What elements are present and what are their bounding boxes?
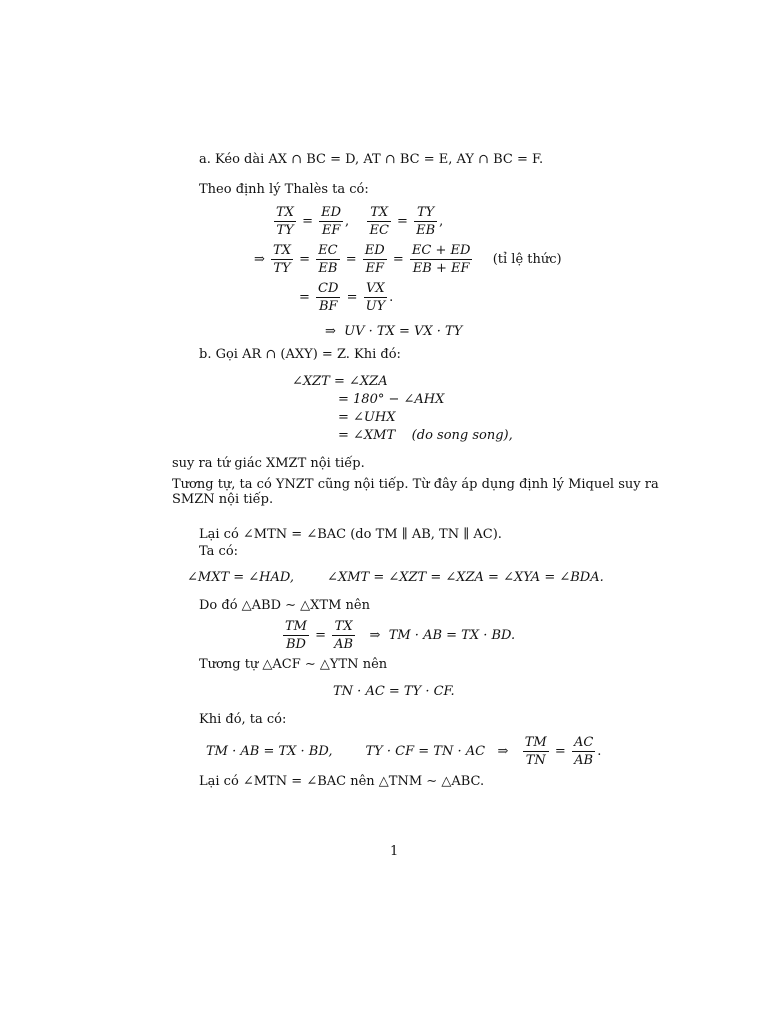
frac-den: EF <box>321 223 341 238</box>
miquel-line-2: SMZN nội tiếp. <box>172 492 274 507</box>
frac-den: EB + EF <box>412 261 470 276</box>
page-number: 1 <box>390 844 399 859</box>
frac-den: TY <box>273 261 291 276</box>
similarity-2-result: TN · AC = TY · CF. <box>333 684 455 699</box>
period: . <box>389 290 394 305</box>
frac-num: TX <box>276 205 294 220</box>
ratio-row-3 <box>299 282 393 313</box>
comma: , <box>345 214 350 229</box>
frac-num: CD <box>318 281 339 296</box>
frac-den: EF <box>365 261 385 276</box>
frac-den: AB <box>574 753 594 768</box>
proportion-note: (tỉ lệ thức) <box>492 252 562 267</box>
part-b-intro: b. Gọi AR ∩ (AXY) = Z. Khi đó: <box>199 347 401 362</box>
frac-num: TM <box>524 735 547 750</box>
final-products: TM · AB = TX · BD, TY · CF = TN · AC ⇒ <box>206 744 517 759</box>
frac-num: TX <box>367 206 390 222</box>
similarity-1-intro: Do đó △ABD ∼ △XTM nên <box>199 598 370 613</box>
frac-num: ED <box>364 243 385 258</box>
similarity-1-ratio <box>281 620 515 651</box>
miquel-line-1: Tương tự, ta có YNZT cũng nội tiếp. Từ đây áp dụng định lý Miquel suy ra <box>172 477 659 492</box>
ta-co-line: Ta có: <box>199 544 239 559</box>
frac-num: ED <box>321 205 342 220</box>
frac-den: EC <box>369 223 389 238</box>
equals: = <box>554 744 566 759</box>
period: . <box>597 744 602 759</box>
frac-num: AC <box>573 735 594 750</box>
comma: , <box>439 214 444 229</box>
part-b-conclusion: suy ra tứ giác XMZT nội tiếp. <box>172 456 365 471</box>
similarity-1-result: ⇒ TM · AB = TX · BD. <box>361 628 516 643</box>
frac-num: TM <box>285 619 307 634</box>
frac-den: AB <box>334 637 354 652</box>
frac-den: EB <box>416 223 436 238</box>
angle-eq-2: = 180° − ∠AHX <box>338 392 445 407</box>
frac-den: UY <box>365 299 386 314</box>
final-ratio <box>206 736 601 767</box>
equals: = <box>392 252 404 267</box>
frac-den: TY <box>276 223 294 238</box>
frac-num: TX <box>273 243 291 258</box>
equals: = <box>345 252 357 267</box>
frac-num: EC + ED <box>411 243 471 258</box>
ratio-row-1 <box>272 206 443 237</box>
angle-eq-4: = ∠XMT (do song song), <box>338 428 513 443</box>
similarity-2-intro: Tương tự △ACF ∼ △YTN nên <box>199 657 388 672</box>
frac-den: TN <box>525 753 546 768</box>
equals: = <box>397 214 408 229</box>
frac-num: TY <box>414 206 437 222</box>
angle-eq-1: ∠XZT = ∠XZA <box>292 374 388 389</box>
frac-num: VX <box>364 282 388 298</box>
khi-do-line: Khi đó, ta có: <box>199 712 287 727</box>
frac-num: EC <box>318 243 338 258</box>
angle-eq-3: = ∠UHX <box>338 410 396 425</box>
part-a-result: ⇒ UV · TX = VX · TY <box>325 324 463 339</box>
part-a-intro: a. Kéo dài AX ∩ BC = D, AT ∩ BC = E, AY ∩ BC = F. <box>199 152 544 167</box>
ratio-row-2 <box>254 244 562 275</box>
implies-arrow: ⇒ <box>254 252 265 267</box>
equals: = <box>315 628 327 643</box>
parallel-angle-line: Lại có ∠MTN = ∠BAC (do TM ∥ AB, TN ∥ AC). <box>199 527 502 542</box>
frac-den: BF <box>318 299 338 314</box>
thales-intro: Theo định lý Thalès ta có: <box>199 182 369 197</box>
angle-equalities: ∠MXT = ∠HAD, ∠XMT = ∠XZT = ∠XZA = ∠XYA = ∠BDA. <box>187 570 604 585</box>
equals: = <box>302 214 313 229</box>
frac-den: BD <box>286 637 306 652</box>
frac-den: EB <box>318 261 338 276</box>
equals: = <box>346 290 358 305</box>
equals: = <box>299 290 310 305</box>
equals: = <box>299 252 311 267</box>
final-similarity: Lại có ∠MTN = ∠BAC nên △TNM ∼ △ABC. <box>199 774 485 789</box>
frac-num: TX <box>332 620 355 636</box>
